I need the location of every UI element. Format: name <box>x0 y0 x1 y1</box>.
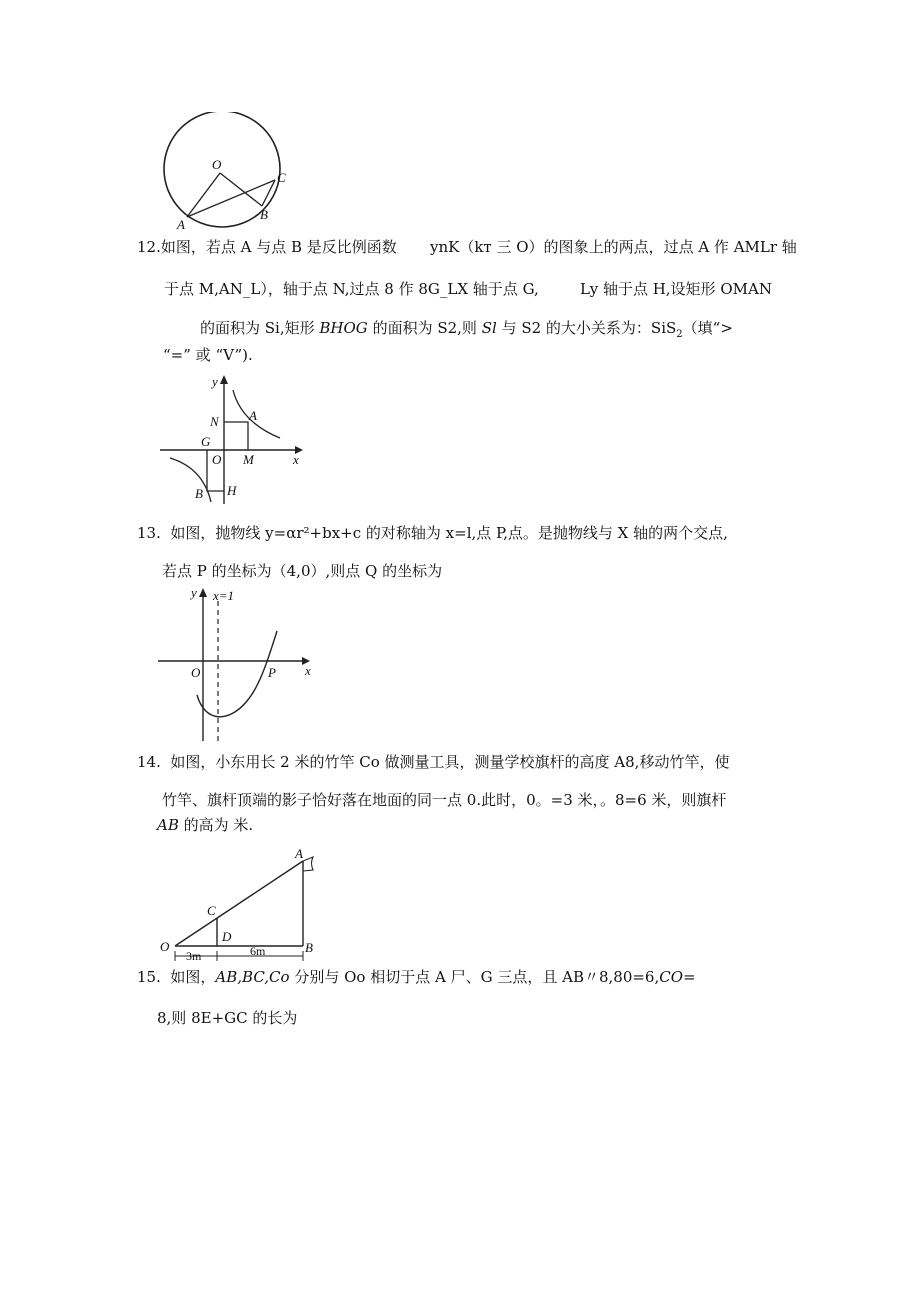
q14-line-3 <box>157 815 253 835</box>
q12-text-3b: BHOG <box>319 319 368 337</box>
segment-bc <box>262 180 275 206</box>
q15-text-1b: AB,BC,Co <box>215 968 290 986</box>
q12-text-4: “=” 或 “V”). <box>163 346 253 364</box>
q12-line-2a <box>164 279 539 299</box>
question-number: 12. <box>137 238 161 256</box>
label-y: y <box>212 374 218 389</box>
q12-text-2a: 于点 M,AN_L），轴于点 N,过点 8 作 8G_LX 轴于点 G, <box>164 280 539 298</box>
q15-text-1d: CO= <box>659 968 696 986</box>
label-o: O <box>212 157 222 172</box>
q14-text-1: 如图，小东用长 2 米的竹竿 Co 做测量工具，测量学校旗杆的高度 A8,移动竹竿，使 <box>170 753 730 771</box>
y-axis-arrow <box>199 588 207 597</box>
q12-text-3c: 的面积为 S2,则 <box>372 319 477 337</box>
y-axis-arrow <box>220 375 228 384</box>
q12-text-1a: 如图，若点 A 与点 B 是反比例函数 <box>160 238 397 256</box>
label-g: G <box>201 434 211 449</box>
label-c: C <box>207 903 216 918</box>
question-number: 14. <box>137 753 161 771</box>
q12-text-3e: 与 S2 的大小关系为：SiS <box>501 319 677 337</box>
q13-line-2 <box>162 561 442 581</box>
label-3m: 3m <box>186 949 202 963</box>
q13-line-1 <box>137 523 728 543</box>
label-b: B <box>260 207 268 222</box>
q12-text-3d: Sl <box>481 319 497 337</box>
hyperbola-branch-3 <box>170 458 211 502</box>
label-6m: 6m <box>250 944 266 958</box>
label-m: M <box>243 452 254 467</box>
label-p: P <box>268 665 276 680</box>
q12-line-1 <box>137 237 397 257</box>
label-o: O <box>160 939 170 954</box>
q15-line-2 <box>157 1008 297 1028</box>
question-number: 13. <box>137 524 161 542</box>
parabola-curve <box>197 631 277 717</box>
question-number: 15. <box>137 968 161 986</box>
q15-text-2: 8,则 8E+GC 的长为 <box>157 1009 298 1027</box>
q12-text-2b: Ly 轴于点 H,设矩形 OMAN <box>580 280 772 298</box>
q12-text-3a: 的面积为 Si,矩形 <box>200 319 315 337</box>
label-a: A <box>249 408 257 423</box>
label-b: B <box>195 486 203 501</box>
hypotenuse-oa <box>175 861 303 946</box>
flag <box>303 857 313 871</box>
q15-text-1a: 如图， <box>170 968 216 986</box>
q13-text-2: 若点 P 的坐标为（4,0）,则点 Q 的坐标为 <box>162 562 443 580</box>
label-o: O <box>191 665 201 680</box>
q12-line-3 <box>200 318 733 345</box>
label-a: A <box>177 217 185 232</box>
parabola-figure <box>155 583 320 743</box>
label-b: B <box>305 940 313 955</box>
hyperbola-figure <box>155 372 315 512</box>
label-x: x <box>305 663 311 678</box>
label-d: D <box>222 929 232 944</box>
q12-text-3g: （填“> <box>682 319 733 337</box>
rectangle-oman <box>224 422 248 450</box>
label-a: A <box>295 846 303 861</box>
label-y: y <box>191 585 197 600</box>
q14-text-3b: 的高为 米. <box>183 816 254 834</box>
q14-text-3a: AB <box>157 816 179 834</box>
q12-line-1b <box>430 237 797 257</box>
label-h: H <box>227 483 237 498</box>
flagpole-figure <box>150 843 330 968</box>
q14-line-2 <box>162 790 726 810</box>
label-x: x <box>293 452 299 467</box>
label-symmetry-axis: x=1 <box>213 588 235 603</box>
q12-text-1b: ynK（kт 三 O）的图象上的两点，过点 A 作 AMLr 轴 <box>430 238 797 256</box>
label-n: N <box>210 414 219 429</box>
q12-line-4 <box>163 345 253 365</box>
q12-subscript: 2 <box>676 329 683 340</box>
q14-text-2: 竹竿、旗杆顶端的影子恰好落在地面的同一点 0.此时，0。=3 米，。8=6 米，则旗杆 <box>162 791 727 809</box>
circle-figure <box>150 112 300 232</box>
q15-text-1c: 分别与 Oo 相切于点 A 尸、G 三点，且 AB〃8,80=6, <box>294 968 660 986</box>
label-c: C <box>277 170 286 185</box>
label-o: O <box>212 452 222 467</box>
q12-line-2b <box>580 279 772 299</box>
q15-line-1 <box>137 967 696 987</box>
q14-line-1 <box>137 752 729 772</box>
q13-text-1: 如图，抛物线 y=αr²+bx+c 的对称轴为 x=l,点 P,点。是抛物线与 X 轴的两个交点, <box>170 524 728 542</box>
